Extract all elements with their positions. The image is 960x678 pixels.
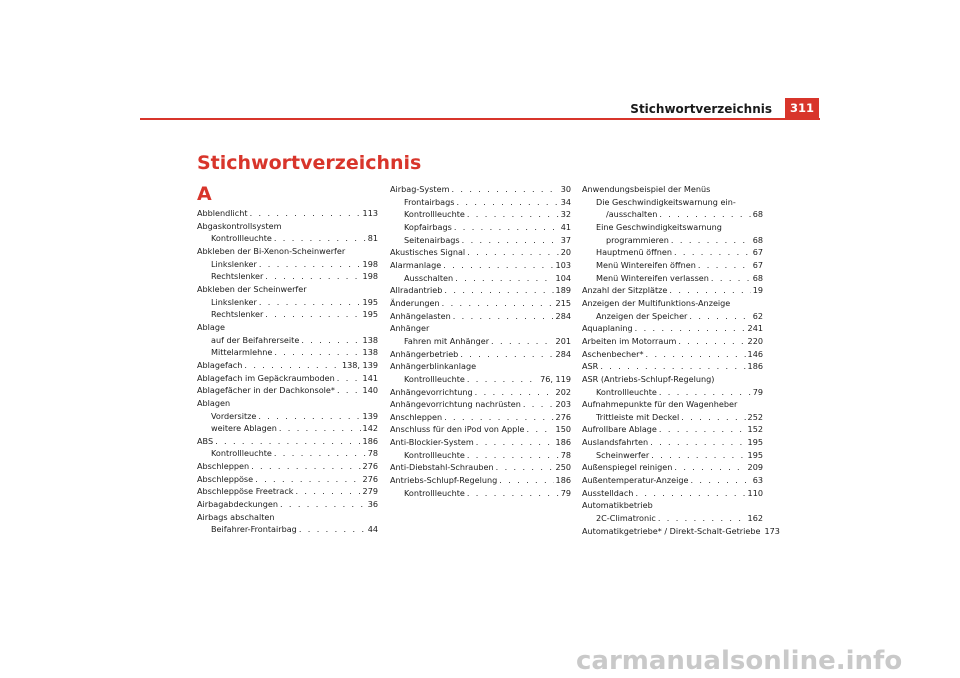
- index-entry: [582, 297, 763, 310]
- index-entry: [390, 487, 571, 500]
- leader-dots: [274, 232, 366, 245]
- index-page-ref: 19: [752, 285, 763, 296]
- index-entry: [582, 221, 763, 234]
- index-page-ref: 150: [555, 424, 571, 435]
- leader-dots: [337, 372, 361, 385]
- leader-dots: [453, 310, 554, 323]
- leader-dots: [337, 384, 361, 397]
- index-term: Seitenairbags: [404, 234, 460, 245]
- index-entry: [390, 272, 571, 285]
- index-term: Kontrollleuchte: [596, 386, 657, 397]
- leader-dots: [658, 512, 746, 525]
- index-entry: [582, 525, 780, 538]
- index-term: Fahren mit Anhänger: [404, 335, 490, 346]
- index-entry: [197, 498, 378, 511]
- leader-dots: [690, 474, 750, 487]
- index-entry: [582, 322, 763, 335]
- index-entry: [582, 246, 763, 259]
- index-term: Ablage: [197, 321, 226, 332]
- index-term: programmieren: [606, 234, 669, 245]
- index-term: Anhängelasten: [390, 310, 451, 321]
- index-entry: [390, 183, 571, 196]
- index-term: Außentemperatur-Anzeige: [582, 475, 689, 486]
- leader-dots: [258, 410, 360, 423]
- leader-dots: [460, 348, 553, 361]
- index-entry: [390, 322, 571, 335]
- index-page-ref: 113: [362, 208, 378, 218]
- index-page-ref: 276: [555, 411, 571, 422]
- section-letter: A: [197, 183, 212, 205]
- index-entry: [582, 196, 763, 209]
- index-term: Arbeiten im Motorraum: [582, 335, 677, 346]
- leader-dots: [444, 284, 553, 297]
- leader-dots: [467, 373, 538, 386]
- index-entry: [582, 348, 763, 361]
- index-term: Vordersitze: [211, 410, 257, 421]
- index-term: Alarmanlage: [390, 259, 442, 270]
- index-entry: [582, 512, 763, 525]
- index-entry: [390, 373, 571, 386]
- index-page-ref: 198: [362, 271, 378, 282]
- index-entry: [582, 259, 763, 272]
- leader-dots: [674, 461, 745, 474]
- leader-dots: [600, 360, 745, 373]
- index-page-ref: 78: [367, 448, 378, 459]
- index-entry: [390, 284, 571, 297]
- leader-dots: [251, 460, 360, 473]
- index-term: Auslandsfahrten: [582, 437, 649, 448]
- index-term: Ausschalten: [404, 272, 454, 283]
- index-page-ref: 252: [747, 411, 763, 422]
- page-title: Stichwortverzeichnis: [197, 152, 422, 174]
- index-entry: [197, 283, 378, 296]
- index-term: Kontrollleuchte: [404, 373, 465, 384]
- index-entry: [197, 460, 378, 473]
- index-page-ref: 215: [555, 297, 571, 308]
- index-term: Aquaplaning: [582, 323, 633, 334]
- index-term: /ausschalten: [606, 209, 658, 220]
- index-page-ref: 81: [367, 233, 378, 244]
- index-page-ref: 162: [747, 513, 763, 524]
- index-term: Abgaskontrollsystem: [197, 220, 282, 231]
- index-entry: [582, 310, 763, 323]
- index-entry: [582, 423, 763, 436]
- index-page-ref: 186: [362, 435, 378, 446]
- index-page-ref: 68: [752, 234, 763, 245]
- index-entry: [197, 447, 378, 460]
- leader-dots: [698, 259, 751, 272]
- index-page-ref: 142: [362, 423, 378, 434]
- index-entry: [582, 398, 763, 411]
- index-page-ref: 138: [362, 347, 378, 358]
- leader-dots: [279, 422, 361, 435]
- index-page-ref: 79: [752, 386, 763, 397]
- leader-dots: [659, 386, 751, 399]
- leader-dots: [444, 411, 553, 424]
- index-entry: [197, 270, 378, 283]
- index-page-ref: 110: [747, 487, 763, 498]
- index-term: Anzeigen der Speicher: [596, 310, 688, 321]
- index-entry: [197, 359, 378, 372]
- index-term: Aufrollbare Ablage: [582, 424, 657, 435]
- index-term: weitere Ablagen: [211, 423, 277, 434]
- index-term: ABS: [197, 435, 214, 446]
- index-page-ref: 198: [362, 258, 378, 269]
- index-term: Anhängevorrichtung: [390, 386, 473, 397]
- index-page-ref: 103: [555, 259, 571, 270]
- index-entry: [582, 360, 763, 373]
- leader-dots: [455, 272, 553, 285]
- index-term: Anhängerbetrieb: [390, 348, 459, 359]
- index-term: Anti-Blockier-System: [390, 437, 474, 448]
- index-page-ref: 41: [560, 221, 571, 232]
- index-entry: [390, 360, 571, 373]
- index-term: Abschleppöse: [197, 473, 254, 484]
- index-entry: [390, 310, 571, 323]
- leader-dots: [215, 435, 360, 448]
- index-term: Anzeigen der Multifunktions-Anzeige: [582, 297, 731, 308]
- leader-dots: [491, 335, 554, 348]
- index-entry: [390, 297, 571, 310]
- index-entry: [582, 373, 763, 386]
- index-term: Rechtslenker: [211, 309, 264, 320]
- index-term: Airbagabdeckungen: [197, 499, 278, 510]
- leader-dots: [442, 297, 554, 310]
- index-page-ref: 284: [555, 348, 571, 359]
- index-entry: [197, 346, 378, 359]
- index-page-ref: 67: [752, 259, 763, 270]
- index-entry: [582, 487, 763, 500]
- index-term: Aufnahmepunkte für den Wagenheber: [582, 399, 738, 410]
- index-page-ref: 68: [752, 209, 763, 220]
- index-term: Die Geschwindigkeitswarnung ein-: [596, 196, 736, 207]
- index-entry: [582, 436, 763, 449]
- index-entry: [390, 423, 571, 436]
- index-term: Kontrollleuchte: [211, 233, 272, 244]
- index-term: Anschleppen: [390, 411, 443, 422]
- index-page-ref: 139: [362, 410, 378, 421]
- index-entry: [197, 321, 378, 334]
- index-entry: [390, 208, 571, 221]
- leader-dots: [659, 208, 750, 221]
- leader-dots: [635, 322, 746, 335]
- index-page-ref: 186: [747, 361, 763, 372]
- index-term: Außenspiegel reinigen: [582, 462, 673, 473]
- leader-dots: [678, 335, 745, 348]
- index-page-ref: 138: [362, 334, 378, 345]
- index-term: Linkslenker: [211, 258, 257, 269]
- index-page-ref: 189: [555, 285, 571, 296]
- index-page-ref: 140: [362, 385, 378, 396]
- leader-dots: [475, 386, 554, 399]
- index-page-ref: 36: [367, 499, 378, 510]
- index-entry: [390, 436, 571, 449]
- index-entry: [197, 523, 378, 536]
- index-page-ref: 284: [555, 310, 571, 321]
- index-page-ref: 141: [362, 372, 378, 383]
- leader-dots: [456, 196, 558, 209]
- leader-dots: [467, 208, 559, 221]
- index-page-ref: 76, 119: [540, 373, 571, 384]
- index-entry: [197, 232, 378, 245]
- index-entry: [582, 461, 763, 474]
- leader-dots: [527, 423, 554, 436]
- index-term: Mittelarmlehne: [211, 347, 273, 358]
- index-page-ref: 79: [560, 487, 571, 498]
- leader-dots: [674, 246, 751, 259]
- index-term: Ablagefach im Gepäckraumboden: [197, 372, 335, 383]
- index-page-ref: 201: [555, 335, 571, 346]
- index-page-ref: 241: [747, 323, 763, 334]
- index-term: Trittleiste mit Deckel: [596, 411, 680, 422]
- leader-dots: [467, 449, 559, 462]
- index-page-ref: 152: [747, 424, 763, 435]
- index-term: Abblendlicht: [197, 208, 248, 218]
- index-page-ref: 250: [555, 462, 571, 473]
- leader-dots: [265, 270, 360, 283]
- index-term: Abkleben der Scheinwerfer: [197, 283, 307, 294]
- leader-dots: [671, 234, 751, 247]
- index-page-ref: 209: [747, 462, 763, 473]
- index-entry: [197, 485, 378, 498]
- index-term: Abkleben der Bi-Xenon-Scheinwerfer: [197, 245, 346, 256]
- index-term: Ablagefächer in der Dachkonsole*: [197, 385, 335, 396]
- index-page-ref: 104: [555, 272, 571, 283]
- index-entry: [582, 183, 763, 196]
- leader-dots: [467, 246, 559, 259]
- index-term: Ausstelldach: [582, 487, 634, 498]
- index-entry: [582, 208, 763, 221]
- index-entry: [582, 499, 763, 512]
- index-term: Ablagefach: [197, 359, 243, 370]
- index-entry: [197, 511, 378, 524]
- index-page-ref: 32: [560, 209, 571, 220]
- index-entry: [197, 435, 378, 448]
- index-page-ref: 173: [764, 525, 780, 536]
- index-page-ref: 276: [362, 461, 378, 472]
- index-entry: [390, 474, 571, 487]
- index-term: Anschluss für den iPod von Apple: [390, 424, 525, 435]
- leader-dots: [301, 334, 360, 347]
- index-entry: [390, 335, 571, 348]
- index-term: Kopfairbags: [404, 221, 452, 232]
- index-entry: [582, 449, 763, 462]
- index-page-ref: 195: [362, 309, 378, 320]
- index-page-ref: 276: [362, 473, 378, 484]
- leader-dots: [280, 498, 366, 511]
- index-page-ref: 20: [560, 247, 571, 258]
- leader-dots: [689, 310, 750, 323]
- index-term: Menü Wintereifen verlassen: [596, 272, 709, 283]
- index-term: Kontrollleuchte: [404, 449, 465, 460]
- index-term: Beifahrer-Frontairbag: [211, 524, 297, 535]
- index-page-ref: 202: [555, 386, 571, 397]
- index-entry: [197, 473, 378, 486]
- index-page-ref: 34: [560, 196, 571, 207]
- index-entry: [197, 207, 378, 220]
- index-entry: [197, 296, 378, 309]
- page-number-badge: 311: [785, 98, 819, 118]
- index-term: Airbags abschalten: [197, 511, 275, 522]
- leader-dots: [635, 487, 745, 500]
- index-term: Scheinwerfer: [596, 449, 650, 460]
- index-entry: [390, 398, 571, 411]
- index-term: Ablagen: [197, 397, 231, 408]
- index-page-ref: 186: [555, 475, 571, 486]
- index-page-ref: 138, 139: [341, 359, 378, 370]
- index-entry: [390, 461, 571, 474]
- leader-dots: [523, 398, 554, 411]
- index-term: Automatikbetrieb: [582, 500, 653, 511]
- index-page-ref: 78: [560, 449, 571, 460]
- index-column-1: [197, 207, 378, 536]
- index-term: Anzahl der Sitzplätze: [582, 285, 668, 296]
- leader-dots: [650, 436, 745, 449]
- index-term: Kontrollleuchte: [404, 209, 465, 220]
- index-entry: [197, 258, 378, 271]
- index-page-ref: 146: [747, 348, 763, 359]
- index-page-ref: 186: [555, 437, 571, 448]
- index-entry: [390, 386, 571, 399]
- index-entry: [197, 422, 378, 435]
- index-entry: [197, 372, 378, 385]
- index-term: Kontrollleuchte: [211, 448, 272, 459]
- index-term: Linkslenker: [211, 296, 257, 307]
- index-entry: [390, 221, 571, 234]
- index-entry: [390, 234, 571, 247]
- leader-dots: [462, 234, 559, 247]
- index-entry: [582, 474, 763, 487]
- index-page-ref: 67: [752, 247, 763, 258]
- leader-dots: [711, 272, 751, 285]
- leader-dots: [669, 284, 750, 297]
- index-term: Anhänger: [390, 323, 430, 334]
- index-term: auf der Beifahrerseite: [211, 334, 300, 345]
- leader-dots: [295, 485, 360, 498]
- index-term: Kontrollleuchte: [404, 487, 465, 498]
- index-page-ref: 63: [752, 475, 763, 486]
- index-term: Abschleppen: [197, 461, 250, 472]
- index-page-ref: 220: [747, 335, 763, 346]
- index-entry: [197, 334, 378, 347]
- index-column-2: [390, 183, 571, 499]
- index-entry: [197, 308, 378, 321]
- index-term: Anhängevorrichtung nachrüsten: [390, 399, 521, 410]
- leader-dots: [651, 449, 745, 462]
- index-term: Allradantrieb: [390, 285, 443, 296]
- leader-dots: [499, 474, 553, 487]
- index-term: Änderungen: [390, 297, 440, 308]
- index-entry: [582, 272, 763, 285]
- leader-dots: [451, 183, 558, 196]
- index-term: Anhängerblinkanlage: [390, 361, 477, 372]
- index-entry: [197, 397, 378, 410]
- leader-dots: [659, 423, 746, 436]
- index-term: Aschenbecher*: [582, 348, 644, 359]
- leader-dots: [299, 523, 366, 536]
- index-term: Antriebs-Schlupf-Regelung: [390, 475, 498, 486]
- leader-dots: [244, 359, 340, 372]
- index-term: ASR (Antriebs-Schlupf-Regelung): [582, 373, 715, 384]
- index-term: Automatikgetriebe* / Direkt-Schalt-Getriebe: [582, 525, 761, 536]
- index-column-3: [582, 183, 780, 537]
- leader-dots: [255, 473, 360, 486]
- index-entry: [390, 449, 571, 462]
- index-page-ref: 68: [752, 272, 763, 283]
- index-entry: [390, 411, 571, 424]
- index-page-ref: 195: [747, 449, 763, 460]
- leader-dots: [265, 308, 360, 321]
- index-term: Airbag-System: [390, 184, 450, 194]
- leader-dots: [454, 221, 559, 234]
- index-page-ref: 203: [555, 399, 571, 410]
- index-term: Rechtslenker: [211, 271, 264, 282]
- leader-dots: [496, 461, 554, 474]
- watermark-text: carmanualsonline.info: [576, 646, 903, 676]
- index-page-ref: 37: [560, 234, 571, 245]
- header-rule: [140, 118, 820, 120]
- leader-dots: [467, 487, 559, 500]
- leader-dots: [681, 411, 745, 424]
- leader-dots: [476, 436, 554, 449]
- index-entry: [582, 234, 763, 247]
- leader-dots: [274, 447, 366, 460]
- index-term: Akustisches Signal: [390, 247, 466, 258]
- leader-dots: [250, 207, 361, 220]
- index-entry: [197, 384, 378, 397]
- index-term: Eine Geschwindigkeitswarnung: [596, 221, 722, 232]
- index-page-ref: 62: [752, 310, 763, 321]
- index-entry: [582, 386, 763, 399]
- index-page-ref: 30: [560, 184, 571, 194]
- running-header-title: Stichwortverzeichnis: [630, 102, 772, 116]
- index-entry: [197, 220, 378, 233]
- index-term: Menü Wintereifen öffnen: [596, 259, 696, 270]
- leader-dots: [443, 259, 553, 272]
- index-entry: [197, 245, 378, 258]
- index-term: Anwendungsbeispiel der Menüs: [582, 184, 711, 194]
- index-term: 2C-Climatronic: [596, 513, 656, 524]
- leader-dots: [646, 348, 746, 361]
- index-entry: [582, 335, 763, 348]
- leader-dots: [259, 258, 361, 271]
- index-page-ref: 279: [362, 486, 378, 497]
- index-entry: [390, 196, 571, 209]
- index-term: Anti-Diebstahl-Schrauben: [390, 462, 494, 473]
- index-term: Hauptmenü öffnen: [596, 247, 672, 258]
- index-page-ref: 195: [362, 296, 378, 307]
- index-term: Abschleppöse Freetrack: [197, 486, 294, 497]
- index-entry: [582, 411, 763, 424]
- index-entry: [582, 284, 763, 297]
- index-entry: [390, 348, 571, 361]
- index-term: ASR: [582, 361, 599, 372]
- index-entry: [197, 410, 378, 423]
- index-entry: [390, 259, 571, 272]
- index-page-ref: 44: [367, 524, 378, 535]
- index-term: Frontairbags: [404, 196, 455, 207]
- leader-dots: [274, 346, 360, 359]
- index-entry: [390, 246, 571, 259]
- index-page-ref: 195: [747, 437, 763, 448]
- leader-dots: [259, 296, 361, 309]
